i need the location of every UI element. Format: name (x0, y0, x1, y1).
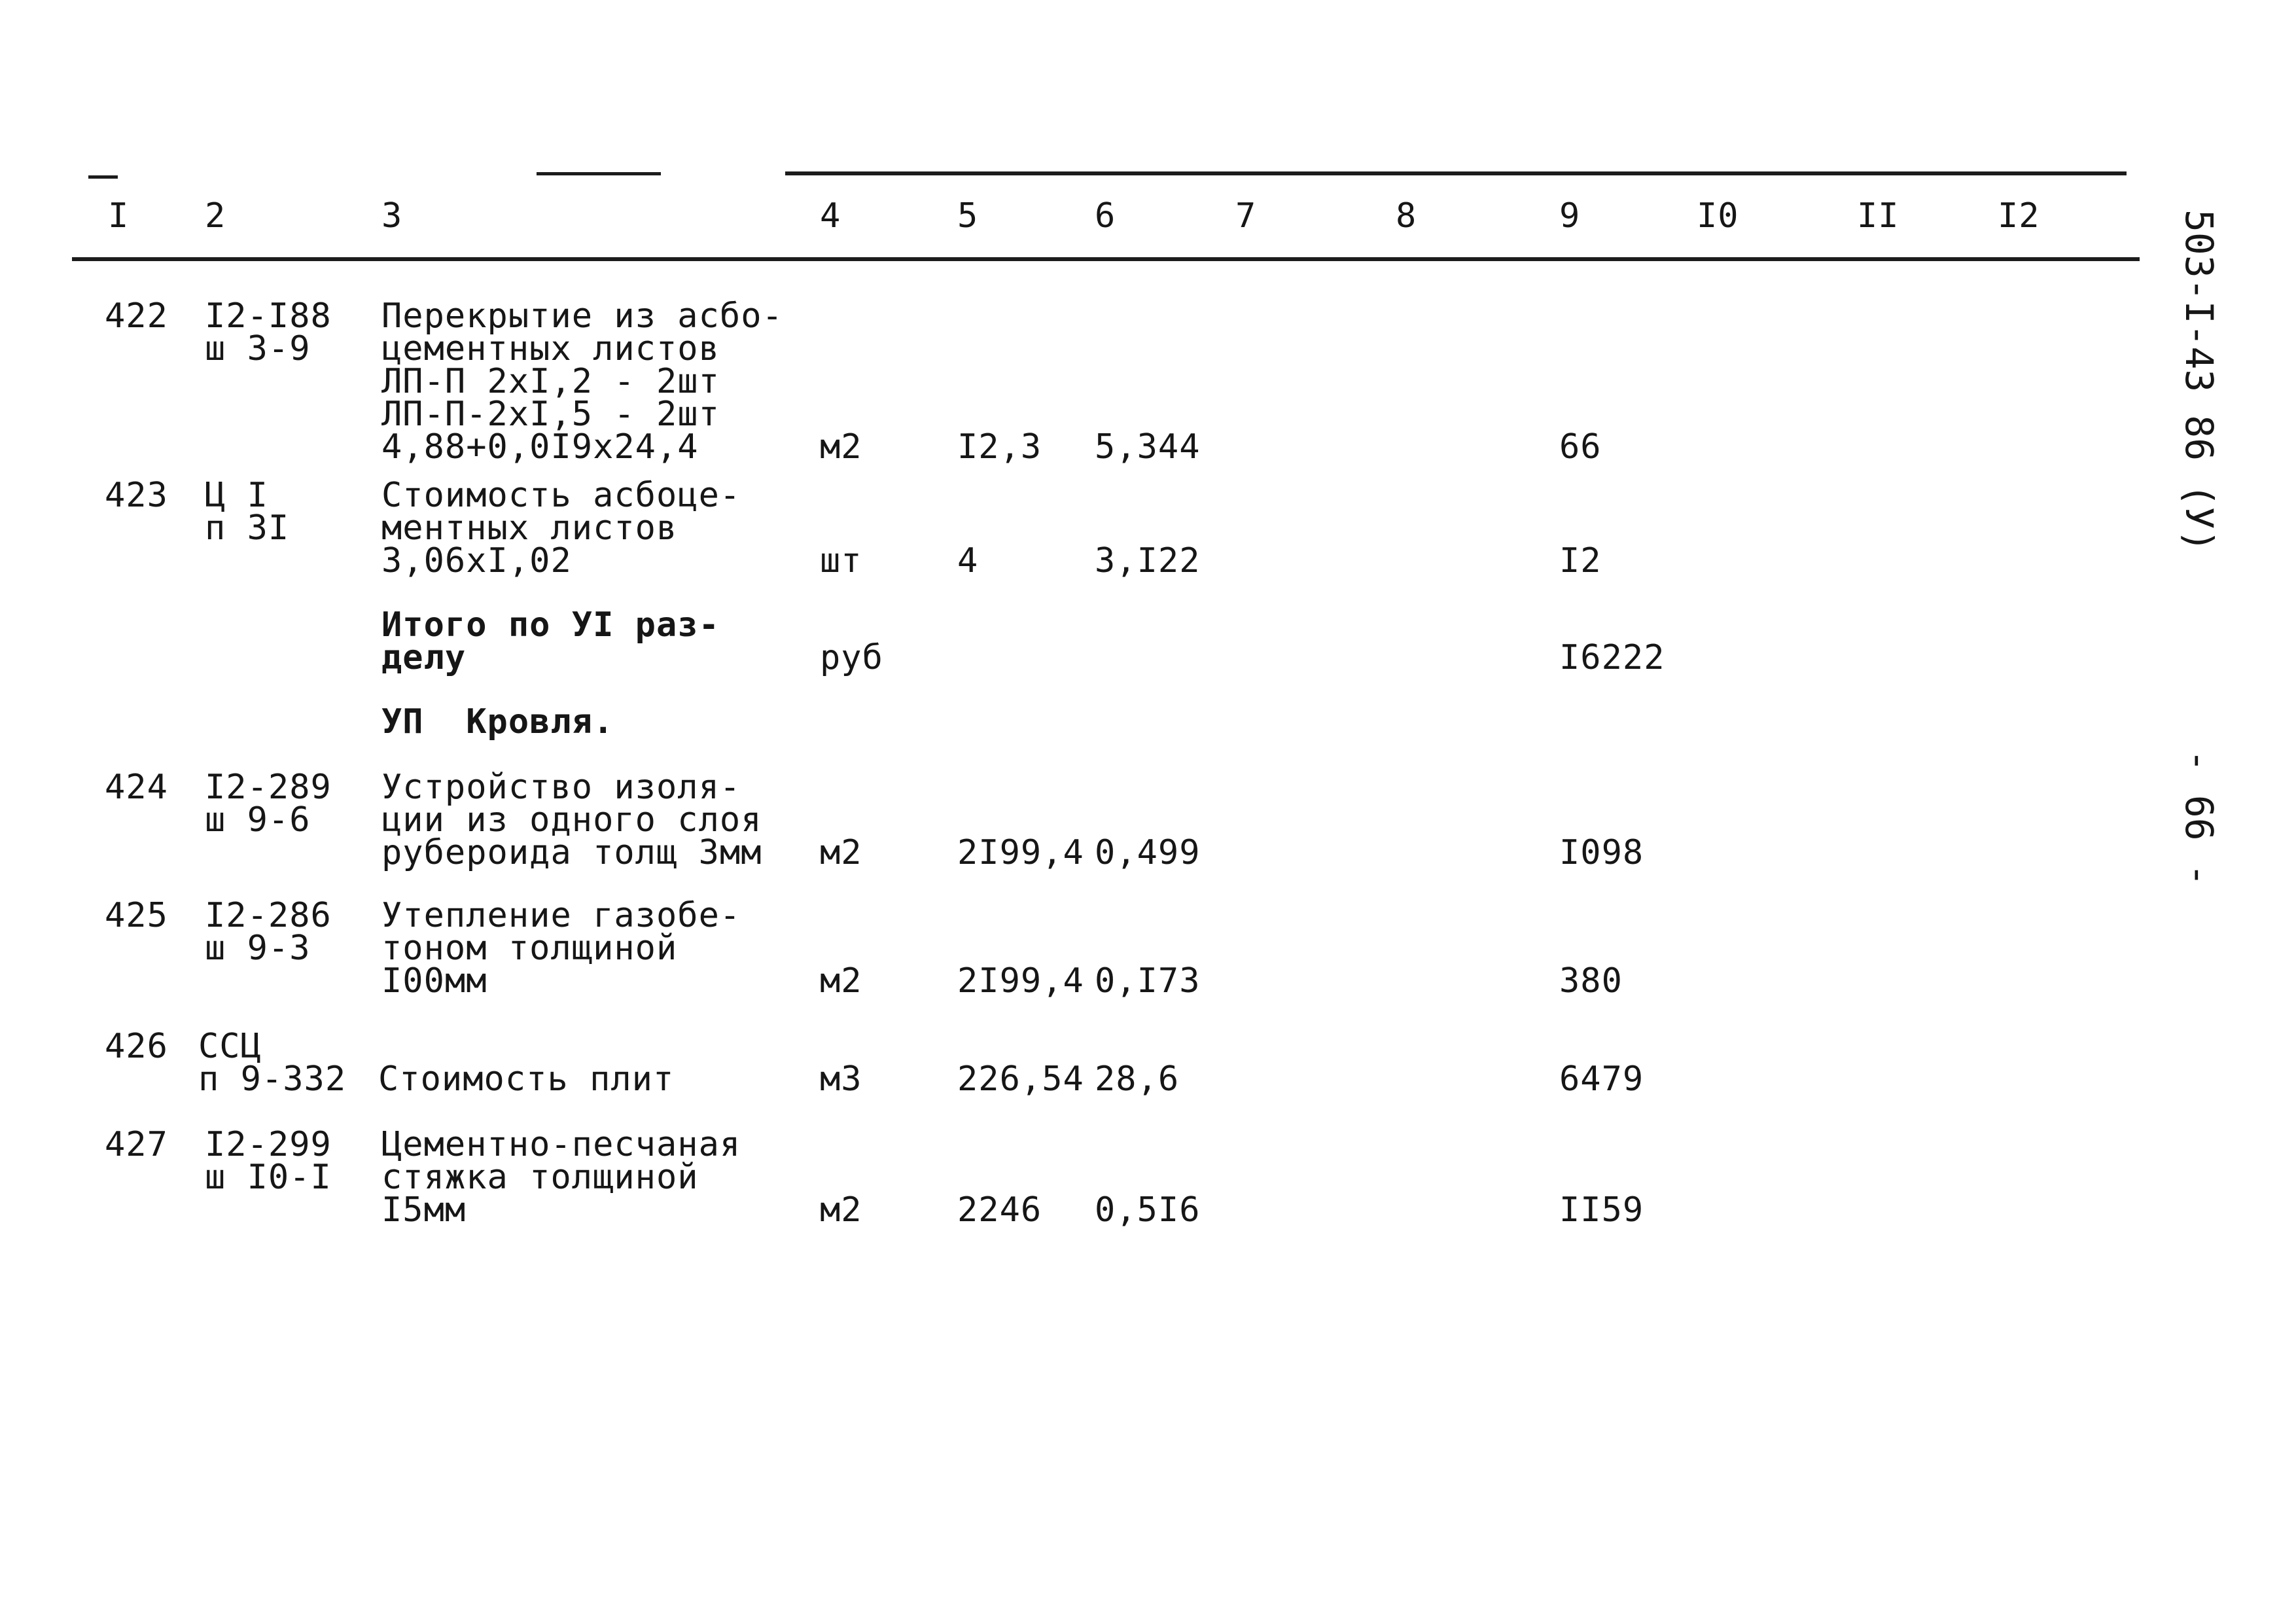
col-header-6: 6 (1095, 196, 1116, 236)
section-6-subtotal-total: I6222 (1559, 638, 1665, 677)
row-426-description: Стоимость плит (378, 1060, 675, 1099)
row-425-quantity: 2I99,4 (957, 961, 1084, 1001)
col-header-1: I (108, 196, 130, 236)
col-header-7: 7 (1235, 196, 1257, 236)
row-425-code: I2-286 ш 9-3 (205, 896, 332, 968)
top-rule-stub-mid2 (628, 172, 658, 175)
row-426-quantity: 226,54 (957, 1060, 1084, 1099)
row-423-unit-price: 3,I22 (1095, 541, 1201, 580)
row-422-number: 422 (105, 296, 168, 336)
row-423-code: Ц I п 3I (205, 476, 290, 548)
col-header-2: 2 (205, 196, 226, 236)
margin-page-number: - 66 - (2177, 749, 2221, 887)
row-423-total: I2 (1559, 541, 1602, 580)
top-rule-long (785, 171, 2127, 175)
row-422-code: I2-I88 ш 3-9 (205, 296, 332, 368)
row-427-code: I2-299 ш I0-I (205, 1125, 332, 1197)
row-423-number: 423 (105, 476, 168, 515)
row-422-quantity: I2,3 (957, 427, 1042, 467)
row-424-quantity: 2I99,4 (957, 833, 1084, 872)
row-422-description: Перекрытие из асбо- цементных листов ЛП-П 2хI,2 - 2шт ЛП-П-2хI,5 - 2шт 4,88+0,0I9х24,4 (381, 296, 783, 467)
row-426-number: 426 (105, 1027, 168, 1066)
col-header-8: 8 (1396, 196, 1417, 236)
col-header-11: II (1857, 196, 1899, 236)
row-424-code: I2-289 ш 9-6 (205, 768, 332, 840)
row-427-number: 427 (105, 1125, 168, 1164)
row-425-number: 425 (105, 896, 168, 935)
row-424-total: I098 (1559, 833, 1644, 872)
row-427-unit-price: 0,5I6 (1095, 1190, 1201, 1230)
row-422-total: 66 (1559, 427, 1602, 467)
section-6-subtotal-label: Итого по УI раз- делу (381, 605, 720, 677)
section-6-subtotal-unit: руб (820, 638, 883, 677)
row-424-unit: м2 (820, 833, 862, 872)
col-header-12: I2 (1998, 196, 2040, 236)
row-426-total: 6479 (1559, 1060, 1644, 1099)
row-426-unit-price: 28,6 (1095, 1060, 1180, 1099)
col-header-5: 5 (957, 196, 979, 236)
margin-document-code: 503-I-43 86 (У) (2177, 209, 2221, 552)
row-423-quantity: 4 (957, 541, 979, 580)
row-425-unit: м2 (820, 961, 862, 1001)
row-427-description: Цементно-песчаная стяжка толщиной I5мм (381, 1125, 741, 1230)
top-rule-stub-left (88, 175, 118, 179)
row-425-total: 380 (1559, 961, 1623, 1001)
col-header-9: 9 (1559, 196, 1581, 236)
row-422-unit-price: 5,344 (1095, 427, 1201, 467)
row-424-number: 424 (105, 768, 168, 807)
row-424-unit-price: 0,499 (1095, 833, 1201, 872)
row-423-description: Стоимость асбоце- ментных листов 3,06хI,02 (381, 476, 741, 580)
header-bottom-rule (72, 257, 2140, 261)
row-425-unit-price: 0,I73 (1095, 961, 1201, 1001)
row-427-total: II59 (1559, 1190, 1644, 1230)
row-423-unit: шт (820, 541, 862, 580)
row-426-code: ССЦ п 9-332 (198, 1027, 347, 1099)
row-426-unit: м3 (820, 1060, 862, 1099)
col-header-3: 3 (381, 196, 403, 236)
row-427-unit: м2 (820, 1190, 862, 1230)
col-header-4: 4 (820, 196, 841, 236)
row-427-quantity: 2246 (957, 1190, 1042, 1230)
row-424-description: Устройство изоля- ции из одного слоя рубероида толщ 3мм (381, 768, 762, 872)
section-7-heading: УП Кровля. (381, 702, 614, 741)
row-425-description: Утепление газобе- тоном толщиной I00мм (381, 896, 741, 1001)
col-header-10: I0 (1697, 196, 1739, 236)
row-422-unit: м2 (820, 427, 862, 467)
